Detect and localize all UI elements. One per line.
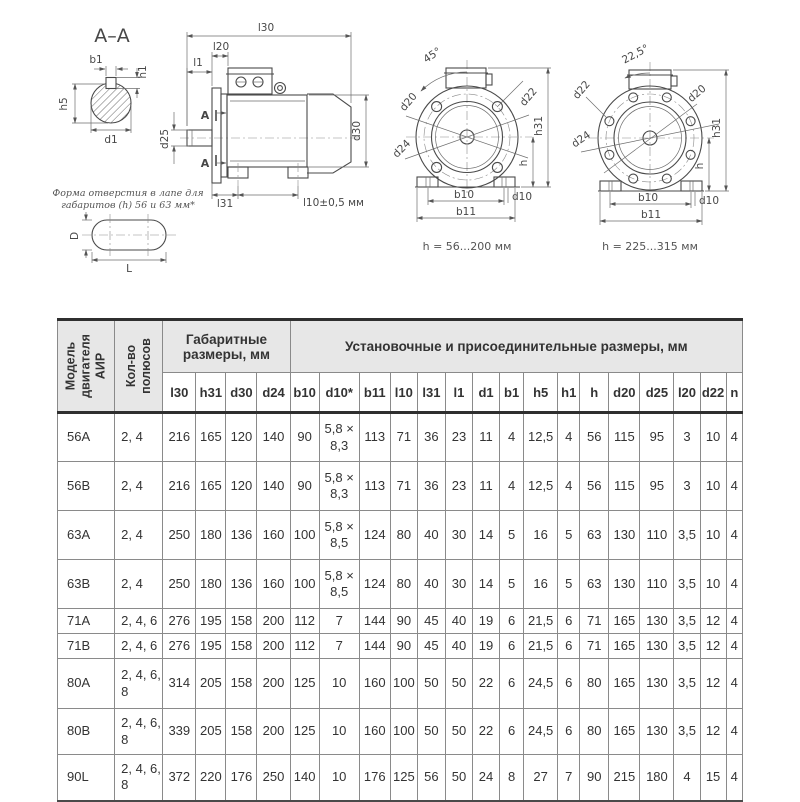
dimension-cell: 176 <box>359 755 390 801</box>
table-row <box>58 511 743 560</box>
dimension-cell: 339 <box>163 709 196 755</box>
column-header-d10: d10* <box>319 373 359 413</box>
dimension-cell: 200 <box>257 609 290 634</box>
column-header-n: n <box>726 373 742 413</box>
dimension-cell: 10 <box>700 462 726 511</box>
dimension-cell: 16 <box>524 560 558 609</box>
label-angle-45: 45° <box>421 45 444 66</box>
dimension-cell: 165 <box>196 462 226 511</box>
dimension-cell: 7 <box>319 609 359 634</box>
dimension-cell: 3,5 <box>674 709 700 755</box>
dimension-cell: 180 <box>640 755 674 801</box>
label-d30: d30 <box>351 120 363 142</box>
column-header-poles <box>115 320 163 413</box>
right-foot <box>681 181 702 191</box>
dimension-cell: 71 <box>390 413 417 462</box>
dimension-cell: 180 <box>196 511 226 560</box>
label-h: h <box>694 162 706 170</box>
dimension-cell: 6 <box>500 634 524 659</box>
dimension-cell: 216 <box>163 462 196 511</box>
dimension-cell: 4 <box>726 755 742 801</box>
label-h5: h5 <box>58 97 70 111</box>
column-header-h1: h1 <box>558 373 580 413</box>
model-cell: 56B <box>58 462 115 511</box>
dimension-cell: 23 <box>445 462 472 511</box>
dimension-cell: 12 <box>700 634 726 659</box>
dimension-cell: 3 <box>674 413 700 462</box>
section-mark-bottom: А <box>200 157 210 170</box>
dimension-cell: 5,8 × 8,5 <box>319 511 359 560</box>
dimension-cell: 4 <box>500 413 524 462</box>
dimension-cell: 4 <box>500 462 524 511</box>
left-foot <box>600 181 621 191</box>
column-header-l31: l31 <box>417 373 445 413</box>
label-d24: d24 <box>390 137 414 161</box>
foot-hole-caption-line1: Форма отверстия в лапе для <box>52 188 204 199</box>
dimension-cell: 24 <box>473 755 500 801</box>
label-h31: h31 <box>533 115 545 137</box>
column-header-l20: l20 <box>674 373 700 413</box>
dimension-cell: 100 <box>390 659 417 709</box>
dimension-cell: 30 <box>445 511 472 560</box>
height-range-caption-small: h = 56...200 мм <box>422 240 512 253</box>
bolt-hole <box>492 162 502 172</box>
dimension-cell: 165 <box>609 709 640 755</box>
dimension-cell: 90 <box>390 634 417 659</box>
dimension-cell: 180 <box>196 560 226 609</box>
dimension-cell: 19 <box>473 634 500 659</box>
dimension-cell: 140 <box>290 755 319 801</box>
dimension-cell: 45 <box>417 634 445 659</box>
dimension-cell: 158 <box>226 709 257 755</box>
poles-cell: 2, 4, 6 <box>115 634 163 659</box>
dimension-cell: 115 <box>609 413 640 462</box>
dimension-cell: 176 <box>226 755 257 801</box>
column-header-l10: l10 <box>390 373 417 413</box>
dimension-cell: 24,5 <box>524 709 558 755</box>
dimension-cell: 10 <box>700 560 726 609</box>
dimension-cell: 27 <box>524 755 558 801</box>
dimension-cell: 140 <box>257 413 290 462</box>
flange-plate <box>212 88 221 183</box>
dimension-cell: 10 <box>700 511 726 560</box>
fan-cover <box>307 94 351 173</box>
dimension-cell: 11 <box>473 462 500 511</box>
table-row <box>58 413 743 462</box>
bolt-hole <box>432 162 442 172</box>
dimension-cell: 71 <box>390 462 417 511</box>
label-h1: h1 <box>137 65 149 79</box>
shaft-section-drawing <box>58 25 149 146</box>
motor-side-view <box>159 22 369 210</box>
column-header-d1: d1 <box>473 373 500 413</box>
dimension-cell: 125 <box>290 659 319 709</box>
dimension-cell: 100 <box>390 709 417 755</box>
column-header-h: h <box>580 373 609 413</box>
dimension-cell: 6 <box>500 659 524 709</box>
dimension-cell: 165 <box>609 659 640 709</box>
poles-cell: 2, 4, 6 <box>115 609 163 634</box>
label-d10: d10 <box>512 191 533 203</box>
dimension-cell: 6 <box>500 709 524 755</box>
column-header-l1: l1 <box>445 373 472 413</box>
label-d20: d20 <box>685 82 709 105</box>
dimension-cell: 3 <box>674 462 700 511</box>
dimension-cell: 160 <box>359 709 390 755</box>
dimension-cell: 5 <box>500 560 524 609</box>
label-l31: l31 <box>216 198 234 210</box>
dimension-cell: 95 <box>640 462 674 511</box>
dimension-cell: 205 <box>196 709 226 755</box>
bolt-hole <box>432 102 442 112</box>
dimension-cell: 56 <box>580 462 609 511</box>
group-header-mounting-dims: Установочные и присоединительные размеры, мм <box>290 320 742 373</box>
dimension-cell: 12 <box>700 709 726 755</box>
dimension-cell: 12 <box>700 659 726 709</box>
dimension-cell: 40 <box>417 560 445 609</box>
dimension-cell: 130 <box>640 609 674 634</box>
label-l1: l1 <box>193 57 203 69</box>
label-d20: d20 <box>397 90 420 114</box>
dimension-cell: 4 <box>726 709 742 755</box>
column-header-model <box>58 320 115 413</box>
dimension-cell: 195 <box>196 634 226 659</box>
dimension-cell: 110 <box>640 511 674 560</box>
label-b1: b1 <box>89 54 103 66</box>
column-header-poles-label: Кол-во полюсов <box>123 338 153 394</box>
model-cell: 80B <box>58 709 115 755</box>
label-d24: d24 <box>569 128 593 151</box>
poles-cell: 2, 4, 6, 8 <box>115 659 163 709</box>
dimension-cell: 144 <box>359 634 390 659</box>
dimension-cell: 5 <box>558 511 580 560</box>
dimension-cell: 113 <box>359 462 390 511</box>
dimension-cell: 45 <box>417 609 445 634</box>
dimension-cell: 15 <box>700 755 726 801</box>
poles-cell: 2, 4 <box>115 462 163 511</box>
dimension-cell: 195 <box>196 609 226 634</box>
dimension-cell: 5 <box>500 511 524 560</box>
height-range-caption-large: h = 225...315 мм <box>602 240 698 253</box>
dimension-cell: 250 <box>257 755 290 801</box>
dimension-cell: 3,5 <box>674 511 700 560</box>
model-cell: 80A <box>58 659 115 709</box>
group-header-overall-dims: Габаритные размеры, мм <box>163 320 290 373</box>
dimension-cell: 12,5 <box>524 462 558 511</box>
dimension-cell: 205 <box>196 659 226 709</box>
section-mark-top: А <box>200 109 210 122</box>
dimension-cell: 3,5 <box>674 659 700 709</box>
label-d1: d1 <box>104 134 118 146</box>
label-slot-D: D <box>69 231 81 241</box>
foot-hole-caption-line2: габаритов (h) 56 и 63 мм* <box>61 200 195 211</box>
dimension-cell: 40 <box>445 609 472 634</box>
dimension-cell: 8 <box>500 755 524 801</box>
dimension-cell: 5,8 × 8,3 <box>319 413 359 462</box>
dimension-cell: 24,5 <box>524 659 558 709</box>
dimension-cell: 215 <box>609 755 640 801</box>
label-b10: b10 <box>453 189 475 201</box>
dimension-cell: 10 <box>319 659 359 709</box>
dimension-cell: 50 <box>445 659 472 709</box>
dimension-cell: 112 <box>290 634 319 659</box>
poles-cell: 2, 4, 6, 8 <box>115 755 163 801</box>
dimension-cell: 14 <box>473 511 500 560</box>
dimension-cell: 4 <box>558 462 580 511</box>
dimension-cell: 158 <box>226 634 257 659</box>
dimension-cell: 90 <box>290 462 319 511</box>
dimension-cell: 160 <box>359 659 390 709</box>
label-slot-L: L <box>126 263 132 275</box>
poles-cell: 2, 4 <box>115 560 163 609</box>
model-cell: 63A <box>58 511 115 560</box>
column-header-b1: b1 <box>500 373 524 413</box>
dimension-cell: 5,8 × 8,3 <box>319 462 359 511</box>
dimension-cell: 6 <box>558 609 580 634</box>
dimension-cell: 136 <box>226 560 257 609</box>
dimension-cell: 4 <box>726 511 742 560</box>
dimension-cell: 6 <box>558 634 580 659</box>
dimension-cell: 80 <box>390 560 417 609</box>
column-header-h5: h5 <box>524 373 558 413</box>
column-header-d20: d20 <box>609 373 640 413</box>
dimension-cell: 125 <box>390 755 417 801</box>
dimension-cell: 276 <box>163 609 196 634</box>
dimension-cell: 80 <box>390 511 417 560</box>
dimension-cell: 63 <box>580 560 609 609</box>
table-row <box>58 462 743 511</box>
eye-bolt <box>275 83 286 94</box>
dimension-cell: 250 <box>163 511 196 560</box>
dimension-cell: 4 <box>726 462 742 511</box>
dimension-cell: 124 <box>359 560 390 609</box>
dimension-cell: 160 <box>257 560 290 609</box>
dimension-cell: 216 <box>163 413 196 462</box>
dimension-cell: 14 <box>473 560 500 609</box>
model-cell: 71B <box>58 634 115 659</box>
dimension-cell: 21,5 <box>524 634 558 659</box>
dimension-cell: 200 <box>257 709 290 755</box>
dimension-cell: 10 <box>319 755 359 801</box>
dimension-cell: 71 <box>580 609 609 634</box>
dimension-cell: 115 <box>609 462 640 511</box>
dimension-cell: 124 <box>359 511 390 560</box>
dimension-cell: 250 <box>163 560 196 609</box>
dimension-cell: 120 <box>226 462 257 511</box>
dimension-cell: 372 <box>163 755 196 801</box>
dimension-cell: 6 <box>558 659 580 709</box>
dimension-cell: 165 <box>609 634 640 659</box>
dimension-cell: 4 <box>726 560 742 609</box>
dimension-cell: 136 <box>226 511 257 560</box>
dimension-cell: 110 <box>640 560 674 609</box>
dimension-cell: 200 <box>257 634 290 659</box>
dimension-cell: 165 <box>196 413 226 462</box>
column-header-d30: d30 <box>226 373 257 413</box>
column-header-d25: d25 <box>640 373 674 413</box>
dimension-cell: 90 <box>290 413 319 462</box>
dimension-cell: 19 <box>473 609 500 634</box>
dimension-cell: 90 <box>390 609 417 634</box>
dimension-cell: 4 <box>558 413 580 462</box>
dimension-cell: 7 <box>319 634 359 659</box>
label-h31: h31 <box>711 117 723 139</box>
label-l10: l10±0,5 мм <box>303 197 364 209</box>
dimension-cell: 5 <box>558 560 580 609</box>
label-b10: b10 <box>637 192 659 204</box>
dimension-cell: 200 <box>257 659 290 709</box>
table-row <box>58 634 743 659</box>
column-header-h31: h31 <box>196 373 226 413</box>
dimension-cell: 130 <box>640 634 674 659</box>
dimension-cell: 71 <box>580 634 609 659</box>
model-cell: 90L <box>58 755 115 801</box>
dimension-cell: 12 <box>700 609 726 634</box>
technical-drawings <box>0 0 800 312</box>
dimension-cell: 50 <box>445 709 472 755</box>
dimension-cell: 120 <box>226 413 257 462</box>
dimension-cell: 56 <box>580 413 609 462</box>
dimension-cell: 130 <box>609 560 640 609</box>
dimension-cell: 4 <box>726 659 742 709</box>
dimension-cell: 95 <box>640 413 674 462</box>
poles-cell: 2, 4 <box>115 413 163 462</box>
column-header-l30: l30 <box>163 373 196 413</box>
table-row <box>58 709 743 755</box>
dimension-cell: 165 <box>609 609 640 634</box>
dimension-cell: 6 <box>558 709 580 755</box>
dimension-cell: 21,5 <box>524 609 558 634</box>
dimension-cell: 36 <box>417 413 445 462</box>
dimension-cell: 130 <box>609 511 640 560</box>
dimension-cell: 23 <box>445 413 472 462</box>
label-d10: d10 <box>699 195 720 207</box>
dimension-cell: 50 <box>445 755 472 801</box>
table-row <box>58 560 743 609</box>
model-cell: 63B <box>58 560 115 609</box>
terminal-box <box>446 68 486 88</box>
dimension-cell: 5,8 × 8,5 <box>319 560 359 609</box>
dimension-cell: 125 <box>290 709 319 755</box>
dimension-cell: 50 <box>417 659 445 709</box>
dimension-cell: 130 <box>640 659 674 709</box>
dimension-cell: 80 <box>580 709 609 755</box>
model-cell: 71A <box>58 609 115 634</box>
dimension-cell: 56 <box>417 755 445 801</box>
dimension-cell: 140 <box>257 462 290 511</box>
left-foot <box>417 177 438 187</box>
poles-cell: 2, 4, 6, 8 <box>115 709 163 755</box>
table-row <box>58 659 743 709</box>
dimension-cell: 22 <box>473 709 500 755</box>
dimension-cell: 144 <box>359 609 390 634</box>
dimension-cell: 3,5 <box>674 560 700 609</box>
dimension-cell: 130 <box>640 709 674 755</box>
dimension-cell: 36 <box>417 462 445 511</box>
keyway <box>106 78 116 89</box>
terminal-box <box>228 68 272 94</box>
label-d22: d22 <box>570 78 593 102</box>
label-b11: b11 <box>455 206 477 218</box>
dimension-cell: 7 <box>558 755 580 801</box>
dimension-cell: 30 <box>445 560 472 609</box>
dimension-cell: 50 <box>417 709 445 755</box>
dimension-cell: 10 <box>319 709 359 755</box>
table-row <box>58 609 743 634</box>
label-l30: l30 <box>257 22 275 34</box>
dimension-cell: 16 <box>524 511 558 560</box>
dimension-cell: 4 <box>726 609 742 634</box>
dimension-cell: 3,5 <box>674 634 700 659</box>
column-header-d22: d22 <box>700 373 726 413</box>
dimension-cell: 160 <box>257 511 290 560</box>
column-header-d24: d24 <box>257 373 290 413</box>
dimension-cell: 158 <box>226 659 257 709</box>
dimension-cell: 276 <box>163 634 196 659</box>
dimension-cell: 90 <box>580 755 609 801</box>
dimension-cell: 63 <box>580 511 609 560</box>
dimension-cell: 80 <box>580 659 609 709</box>
label-d22: d22 <box>517 85 540 109</box>
dimension-cell: 158 <box>226 609 257 634</box>
poles-cell: 2, 4 <box>115 511 163 560</box>
dimension-cell: 3,5 <box>674 609 700 634</box>
dimension-cell: 100 <box>290 560 319 609</box>
dimension-cell: 220 <box>196 755 226 801</box>
column-header-b10: b10 <box>290 373 319 413</box>
column-header-b11: b11 <box>359 373 390 413</box>
dimensions-table <box>57 318 743 802</box>
label-b11: b11 <box>640 209 662 221</box>
label-angle-22-5: 22,5° <box>620 42 652 67</box>
dimension-cell: 4 <box>726 413 742 462</box>
dimensions-table-wrapper <box>57 318 800 802</box>
dimension-cell: 100 <box>290 511 319 560</box>
dimension-cell: 4 <box>674 755 700 801</box>
dimension-cell: 10 <box>700 413 726 462</box>
front-view-large-frame <box>570 42 729 253</box>
table-row <box>58 755 743 801</box>
dimension-cell: 6 <box>500 609 524 634</box>
motor-body <box>227 95 307 167</box>
dimension-cell: 314 <box>163 659 196 709</box>
dimension-cell: 12,5 <box>524 413 558 462</box>
dimension-cell: 4 <box>726 634 742 659</box>
section-title: А–А <box>94 25 130 47</box>
label-h: h <box>518 159 530 167</box>
dimension-cell: 113 <box>359 413 390 462</box>
foot-hole-drawing <box>52 188 203 275</box>
column-header-model-label: Модель двигателя АИР <box>63 334 108 398</box>
label-d25: d25 <box>159 128 171 150</box>
label-l20: l20 <box>212 41 230 53</box>
table-body <box>58 413 743 801</box>
dimension-cell: 40 <box>417 511 445 560</box>
dimension-cell: 40 <box>445 634 472 659</box>
dimension-cell: 22 <box>473 659 500 709</box>
dimension-cell: 112 <box>290 609 319 634</box>
model-cell: 56A <box>58 413 115 462</box>
dimension-cell: 11 <box>473 413 500 462</box>
front-view-small-frame <box>391 45 551 253</box>
